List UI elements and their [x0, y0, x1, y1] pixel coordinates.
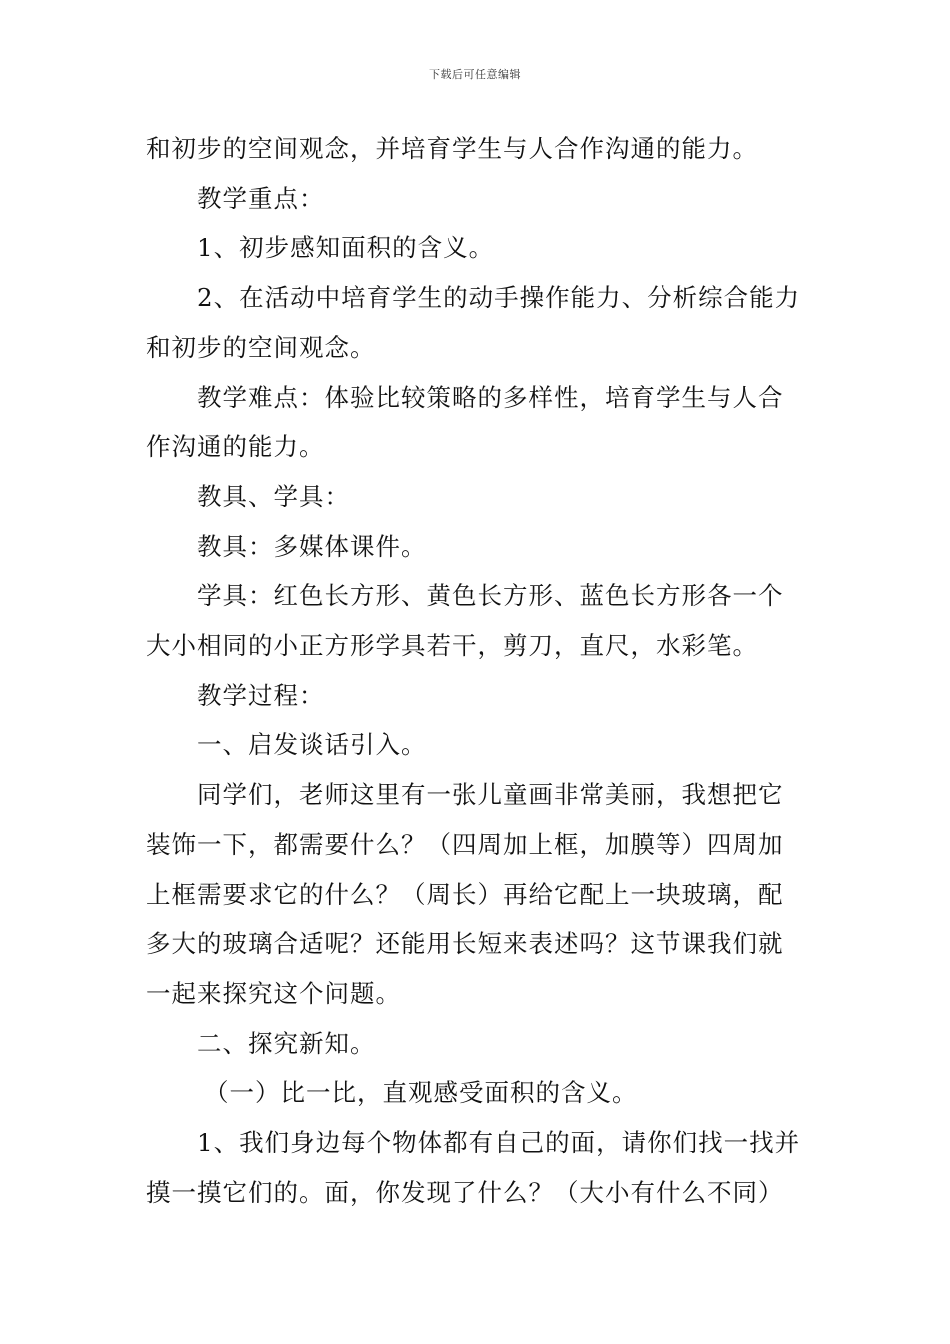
paragraph-line: 1、我们身边每个物体都有自己的面，请你们找一找并 — [197, 1128, 801, 1158]
paragraph-line: 作沟通的能力。 — [146, 432, 325, 462]
paragraph-line: 大小相同的小正方形学具若干，剪刀，直尺，水彩笔。 — [146, 631, 758, 661]
paragraph-line: 装饰一下，都需要什么？（四周加上框，加膜等）四周加 — [146, 829, 784, 859]
section-heading-process: 教学过程： — [197, 680, 325, 710]
paragraph-line: 学具：红色长方形、黄色长方形、蓝色长方形各一个 — [197, 581, 784, 611]
document-body — [146, 124, 816, 1217]
section-heading-tools: 教具、学具： — [197, 481, 350, 511]
paragraph-line: 多大的玻璃合适呢？还能用长短来表述吗？这节课我们就 — [146, 929, 784, 959]
paragraph-line: 1、初步感知面积的含义。 — [197, 233, 495, 263]
section-heading-key-points: 教学重点： — [197, 183, 325, 213]
paragraph-line: 2、在活动中培育学生的动手操作能力、分析综合能力 — [197, 283, 801, 313]
paragraph-line: 同学们，老师这里有一张儿童画非常美丽，我想把它 — [197, 780, 784, 810]
paragraph-line: 一起来探究这个问题。 — [146, 978, 401, 1008]
subsection-heading: （一）比一比，直观感受面积的含义。 — [204, 1078, 638, 1108]
section-heading-explore: 二、探究新知。 — [197, 1028, 376, 1058]
paragraph-line: 教学难点：体验比较策略的多样性，培育学生与人合 — [197, 382, 784, 412]
paragraph-line: 摸一摸它们的。面，你发现了什么？（大小有什么不同） — [146, 1177, 784, 1207]
paragraph-line: 上框需要求它的什么？（周长）再给它配上一块玻璃，配 — [146, 879, 784, 909]
section-heading-intro: 一、启发谈话引入。 — [197, 730, 427, 760]
paragraph-line: 和初步的空间观念。 — [146, 332, 376, 362]
page-header: 下载后可任意编辑 — [429, 68, 521, 81]
paragraph-line: 教具：多媒体课件。 — [197, 531, 427, 561]
paragraph-line: 和初步的空间观念，并培育学生与人合作沟通的能力。 — [146, 134, 758, 163]
